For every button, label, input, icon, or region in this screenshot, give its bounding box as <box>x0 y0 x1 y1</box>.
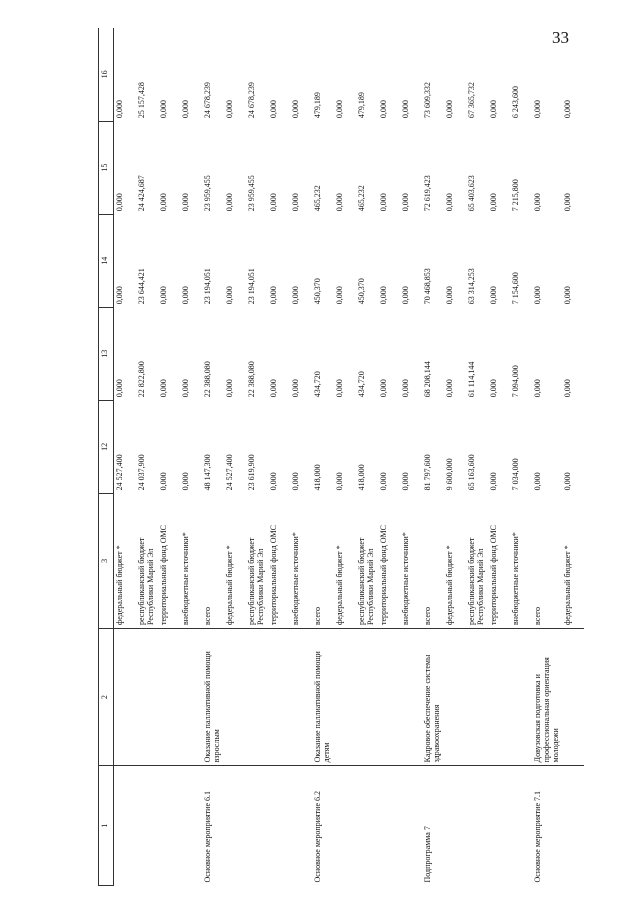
value-cell: 0,000 <box>533 100 542 119</box>
table-body <box>114 28 584 886</box>
value-cell: 0,000 <box>379 379 388 398</box>
table-row <box>532 28 562 886</box>
column-header: 1 <box>99 766 114 886</box>
value-cell: 0,000 <box>489 379 498 398</box>
program-cell <box>114 766 137 886</box>
title-cell <box>136 628 158 765</box>
value-cell: 0,000 <box>181 472 190 491</box>
value-cell: 0,000 <box>159 379 168 398</box>
title-cell <box>268 628 290 765</box>
source-cell: внебюджетные источники* <box>401 532 410 625</box>
source-cell: всего <box>423 606 432 625</box>
value-cell: 0,000 <box>159 100 168 119</box>
title-cell: Оказание паллиативной помощи детям <box>312 628 334 765</box>
value-cell: 23 194,051 <box>247 268 256 305</box>
program-cell: Основное мероприятие 6.2 <box>312 766 334 886</box>
program-cell: Основное мероприятие 6.1 <box>202 766 224 886</box>
table-row <box>268 28 290 886</box>
value-cell: 24 678,239 <box>247 82 256 119</box>
table-row <box>562 28 584 886</box>
page-number: 33 <box>552 28 569 47</box>
column-header: 15 <box>99 121 114 214</box>
source-cell: республиканский бюджет Республики Марий Эл <box>137 537 156 625</box>
value-cell: 0,000 <box>225 379 234 398</box>
column-header: 14 <box>99 214 114 307</box>
value-cell: 0,000 <box>489 472 498 491</box>
program-cell <box>268 766 290 886</box>
value-cell: 0,000 <box>225 100 234 119</box>
value-cell: 0,000 <box>181 379 190 398</box>
value-cell: 7 094,000 <box>511 365 520 398</box>
value-cell: 0,000 <box>291 193 300 212</box>
value-cell: 0,000 <box>181 286 190 305</box>
value-cell: 0,000 <box>291 379 300 398</box>
table-row <box>422 28 444 886</box>
value-cell: 72 619,423 <box>423 175 432 212</box>
program-cell <box>158 766 180 886</box>
value-cell: 479,189 <box>357 92 366 119</box>
value-cell: 24 527,400 <box>115 454 124 491</box>
title-cell <box>158 628 180 765</box>
value-cell: 0,000 <box>562 286 572 305</box>
value-cell: 0,000 <box>489 286 498 305</box>
value-cell: 23 619,900 <box>247 454 256 491</box>
value-cell: 0,000 <box>291 100 300 119</box>
program-cell <box>136 766 158 886</box>
title-cell <box>510 628 532 765</box>
title-cell: Оказание паллиативной помощи взрослым <box>202 628 224 765</box>
value-cell: 22 388,080 <box>203 361 212 398</box>
title-cell <box>488 628 510 765</box>
source-cell: всего <box>533 606 542 625</box>
table-row <box>356 28 378 886</box>
value-cell: 0,000 <box>401 286 410 305</box>
program-cell: Основное мероприятие 7.1 <box>532 766 562 886</box>
value-cell: 24 678,239 <box>203 82 212 119</box>
value-cell: 0,000 <box>379 286 388 305</box>
column-header: 12 <box>99 400 114 493</box>
program-cell <box>334 766 356 886</box>
column-header: 16 <box>99 28 114 121</box>
source-cell: территориальный фонд ОМС <box>489 525 498 625</box>
value-cell: 0,000 <box>269 193 278 212</box>
value-cell: 63 314,253 <box>467 268 476 305</box>
value-cell: 23 959,455 <box>203 175 212 212</box>
value-cell: 0,000 <box>533 472 542 491</box>
title-cell <box>562 628 584 765</box>
value-cell: 0,000 <box>445 379 454 398</box>
program-cell: Подпрограмма 7 <box>422 766 444 886</box>
value-cell: 418,000 <box>357 464 366 491</box>
value-cell: 0,000 <box>401 379 410 398</box>
table-row <box>224 28 246 886</box>
title-cell <box>466 628 488 765</box>
budget-table <box>98 28 584 886</box>
value-cell: 0,000 <box>115 379 124 398</box>
source-cell: республиканский бюджет Республики Марий Эл <box>467 537 486 625</box>
value-cell: 0,000 <box>445 100 454 119</box>
table-row <box>158 28 180 886</box>
value-cell: 24 037,900 <box>137 454 146 491</box>
value-cell: 7 034,000 <box>511 458 520 491</box>
value-cell: 0,000 <box>445 286 454 305</box>
title-cell: Кадровое обеспечение системы здравоохранения <box>422 628 444 765</box>
table-row <box>510 28 532 886</box>
value-cell: 0,000 <box>115 100 124 119</box>
value-cell: 0,000 <box>335 100 344 119</box>
source-cell: внебюджетные источники* <box>181 532 190 625</box>
table-row <box>290 28 312 886</box>
title-cell <box>224 628 246 765</box>
value-cell: 24 424,687 <box>137 175 146 212</box>
value-cell: 0,000 <box>225 193 234 212</box>
title-cell <box>246 628 268 765</box>
title-cell <box>114 628 137 765</box>
value-cell: 23 644,421 <box>137 268 146 305</box>
value-cell: 0,000 <box>489 100 498 119</box>
program-cell <box>180 766 202 886</box>
value-cell: 0,000 <box>379 472 388 491</box>
value-cell: 0,000 <box>181 193 190 212</box>
value-cell: 434,720 <box>313 371 322 398</box>
value-cell: 0,000 <box>269 286 278 305</box>
column-header: 2 <box>99 628 114 765</box>
title-cell <box>356 628 378 765</box>
table-row <box>312 28 334 886</box>
value-cell: 24 527,400 <box>225 454 234 491</box>
program-cell <box>400 766 422 886</box>
value-cell: 22 388,080 <box>247 361 256 398</box>
value-cell: 0,000 <box>335 379 344 398</box>
table-row <box>378 28 400 886</box>
value-cell: 479,189 <box>313 92 322 119</box>
title-cell: Довузовская подготовка и профессиональная ориентация молодежи <box>532 628 562 765</box>
value-cell: 0,000 <box>115 286 124 305</box>
program-cell <box>224 766 246 886</box>
title-cell <box>180 628 202 765</box>
value-cell: 0,000 <box>379 193 388 212</box>
value-cell: 23 959,455 <box>247 175 256 212</box>
value-cell: 0,000 <box>291 472 300 491</box>
value-cell: 68 208,144 <box>423 361 432 398</box>
table-row <box>488 28 510 886</box>
column-header: 13 <box>99 307 114 400</box>
value-cell: 0,000 <box>533 286 542 305</box>
table-row <box>114 28 137 886</box>
source-cell: внебюджетные источники* <box>291 532 300 625</box>
value-cell: 0,000 <box>401 193 410 212</box>
title-cell <box>334 628 356 765</box>
value-cell: 0,000 <box>159 472 168 491</box>
value-cell: 0,000 <box>379 100 388 119</box>
source-cell: республиканский бюджет Республики Марий Эл <box>357 537 376 625</box>
table-row <box>400 28 422 886</box>
source-cell: всего <box>313 606 322 625</box>
value-cell: 0,000 <box>401 472 410 491</box>
source-cell: федеральный бюджет * <box>115 545 124 625</box>
program-cell <box>562 766 584 886</box>
source-cell: территориальный фонд ОМС <box>159 525 168 625</box>
value-cell: 7 154,600 <box>511 272 520 305</box>
value-cell: 7 215,800 <box>511 179 520 212</box>
value-cell: 0,000 <box>562 100 572 119</box>
table-row <box>246 28 268 886</box>
source-cell: внебюджетные источники* <box>511 532 520 625</box>
value-cell: 0,000 <box>401 100 410 119</box>
value-cell: 73 609,332 <box>423 82 432 119</box>
value-cell: 0,000 <box>562 379 572 398</box>
value-cell: 434,720 <box>357 371 366 398</box>
value-cell: 65 403,623 <box>467 175 476 212</box>
value-cell: 0,000 <box>335 286 344 305</box>
table-row <box>444 28 466 886</box>
value-cell: 0,000 <box>562 472 572 491</box>
value-cell: 81 797,600 <box>423 454 432 491</box>
value-cell: 65 163,600 <box>467 454 476 491</box>
value-cell: 450,370 <box>357 278 366 305</box>
value-cell: 0,000 <box>181 100 190 119</box>
value-cell: 0,000 <box>115 193 124 212</box>
program-cell <box>246 766 268 886</box>
source-cell: федеральный бюджет * <box>335 545 344 625</box>
value-cell: 465,232 <box>313 185 322 212</box>
table-row <box>202 28 224 886</box>
value-cell: 0,000 <box>489 193 498 212</box>
program-cell <box>444 766 466 886</box>
value-cell: 9 600,000 <box>445 458 454 491</box>
program-cell <box>466 766 488 886</box>
value-cell: 0,000 <box>335 472 344 491</box>
source-cell: всего <box>203 606 212 625</box>
value-cell: 0,000 <box>225 286 234 305</box>
source-cell: федеральный бюджет * <box>445 545 454 625</box>
table-row <box>180 28 202 886</box>
program-cell <box>356 766 378 886</box>
value-cell: 0,000 <box>533 193 542 212</box>
value-cell: 22 822,800 <box>137 361 146 398</box>
value-cell: 0,000 <box>269 379 278 398</box>
table-row <box>334 28 356 886</box>
rotated-table-area <box>98 28 604 886</box>
value-cell: 0,000 <box>159 193 168 212</box>
source-cell: федеральный бюджет * <box>562 545 572 625</box>
value-cell: 465,232 <box>357 185 366 212</box>
program-cell <box>488 766 510 886</box>
value-cell: 6 243,600 <box>511 86 520 119</box>
value-cell: 70 468,853 <box>423 268 432 305</box>
value-cell: 67 365,732 <box>467 82 476 119</box>
value-cell: 0,000 <box>445 193 454 212</box>
source-cell: территориальный фонд ОМС <box>379 525 388 625</box>
title-cell <box>378 628 400 765</box>
title-cell <box>444 628 466 765</box>
value-cell: 0,000 <box>562 193 572 212</box>
table-header <box>99 28 114 886</box>
source-cell: федеральный бюджет * <box>225 545 234 625</box>
table-row <box>136 28 158 886</box>
value-cell: 0,000 <box>159 286 168 305</box>
source-cell: территориальный фонд ОМС <box>269 525 278 625</box>
table-row <box>466 28 488 886</box>
value-cell: 48 147,300 <box>203 454 212 491</box>
value-cell: 0,000 <box>269 472 278 491</box>
value-cell: 23 194,051 <box>203 268 212 305</box>
value-cell: 0,000 <box>269 100 278 119</box>
rotated-content <box>98 28 604 886</box>
column-header: 3 <box>99 493 114 628</box>
value-cell: 61 114,144 <box>467 361 476 398</box>
value-cell: 0,000 <box>533 379 542 398</box>
program-cell <box>290 766 312 886</box>
title-cell <box>400 628 422 765</box>
value-cell: 25 157,428 <box>137 82 146 119</box>
title-cell <box>290 628 312 765</box>
program-cell <box>510 766 532 886</box>
value-cell: 0,000 <box>291 286 300 305</box>
program-cell <box>378 766 400 886</box>
value-cell: 450,370 <box>313 278 322 305</box>
value-cell: 0,000 <box>335 193 344 212</box>
value-cell: 418,000 <box>313 464 322 491</box>
source-cell: республиканский бюджет Республики Марий Эл <box>247 537 266 625</box>
